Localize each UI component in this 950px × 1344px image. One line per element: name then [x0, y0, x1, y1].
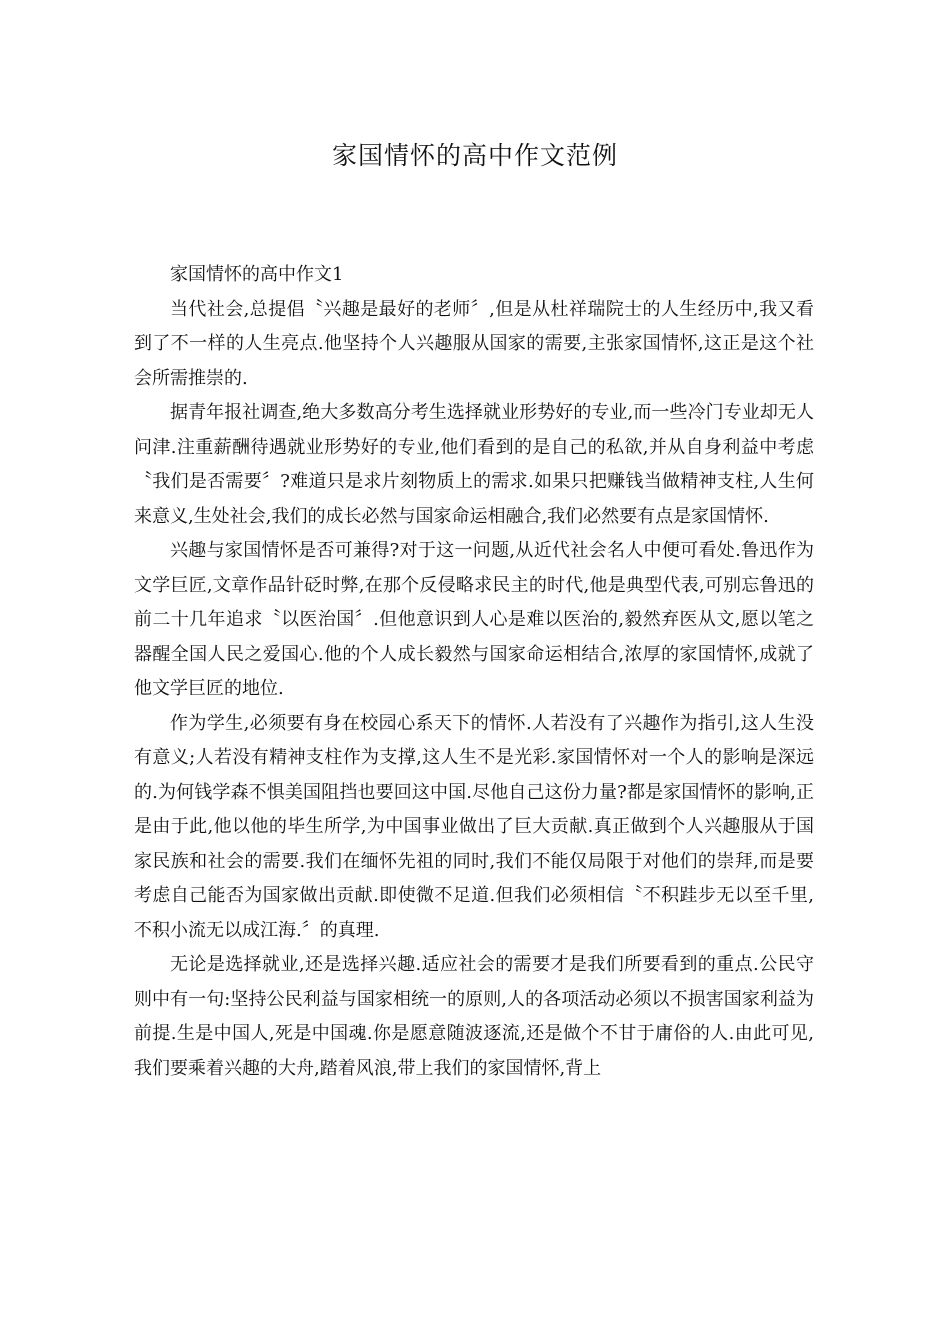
- paragraph-4: 作为学生,必须要有身在校园心系天下的情怀.人若没有了兴趣作为指引,这人生没有意义;人若没有精神支柱作为支撑,这人生不是光彩.家国情怀对一个人的影响是深远的.为何钱学森不惧美国阻挡也要回这中国.尽他自己这份力量?都是家国情怀的影响,正是由于此,他以他的毕生所学,为中国事业做出了巨大贡献.真正做到个人兴趣服从于国家民族和社会的需要.我们在缅怀先祖的同时,我们不能仅局限于对他们的崇拜,而是要考虑自己能否为国家做出贡献.即使微不足道.但我们必须相信〝不积跬步无以至千里,不积小流无以成江海.〞的真理.: [134, 712, 814, 941]
- paragraph-3: 兴趣与家国情怀是否可兼得?对于这一问题,从近代社会名人中便可看处.鲁迅作为文学巨匠,文章作品针砭时弊,在那个反侵略求民主的时代,他是典型代表,可别忘鲁迅的前二十几年追求〝以医治国〞.但他意识到人心是难以医治的,毅然弃医从文,愿以笔之器醒全国人民之爱国心.他的个人成长毅然与国家命运相结合,浓厚的家国情怀,成就了他文学巨匠的地位.: [134, 540, 814, 699]
- paragraph-5: 无论是选择就业,还是选择兴趣.适应社会的需要才是我们所要看到的重点.公民守则中有一句:坚持公民利益与国家相统一的原则,人的各项活动必须以不损害国家利益为前提.生是中国人,死是中国魂.你是愿意随波逐流,还是做个不甘于庸俗的人.由此可见,我们要乘着兴趣的大舟,踏着风浪,带上我们的家国情怀,背上: [134, 954, 814, 1079]
- document-title: 家国情怀的高中作文范例: [331, 141, 618, 170]
- document-body: [134, 258, 814, 1086]
- paragraph-2: 据青年报社调查,绝大多数高分考生选择就业形势好的专业,而一些冷门专业却无人问津.注重薪酬待遇就业形势好的专业,他们看到的是自己的私欲,并从自身利益中考虑〝我们是否需要〞?难道只是求片刻物质上的需求.如果只把赚钱当做精神支柱,人生何来意义,生处社会,我们的成长必然与国家命运相融合,我们必然要有点是家国情怀.: [134, 402, 814, 527]
- paragraph-1: 当代社会,总提倡〝兴趣是最好的老师〞,但是从杜祥瑞院士的人生经历中,我又看到了不一样的人生亮点.他坚持个人兴趣服从国家的需要,主张家国情怀,这正是这个社会所需推崇的.: [134, 298, 814, 389]
- essay-subtitle: 家国情怀的高中作文1: [170, 264, 344, 285]
